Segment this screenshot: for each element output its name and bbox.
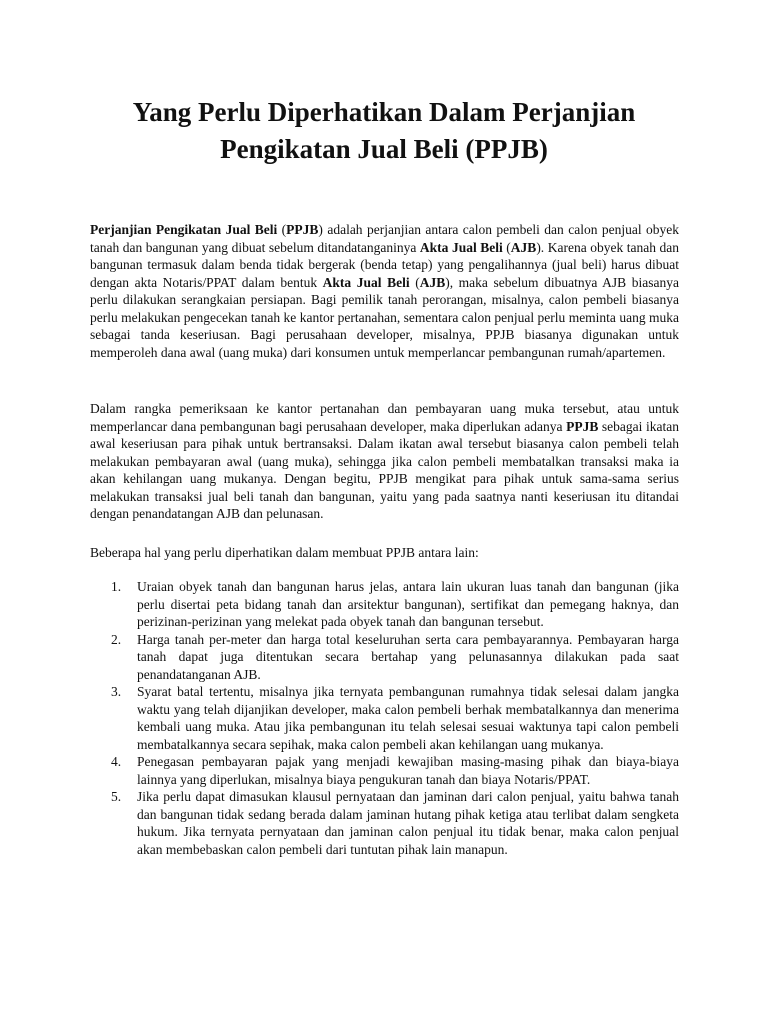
list-item — [90, 788, 679, 858]
second-paragraph — [90, 400, 679, 523]
text-run: ). Karena obyek tanah dan bangunan termasuk dalam benda tidak bergerak (benda tetap) yang pengalihannya (jual beli) harus dibuat dengan akta Notaris/PPAT dalam bentuk — [90, 239, 680, 290]
term-ppjb-full: Perjanjian Pengikatan Jual Beli — [90, 222, 278, 237]
list-item-text: Harga tanah per-meter dan harga total keseluruhan serta cara pembayarannya. Pembayaran harga tanah dapat juga ditentukan secara bertahap yang pelunasannya dilakukan pada saat penandatanganan AJB. — [137, 631, 679, 682]
title-line-1: Yang Perlu Diperhatikan Dalam Perjanjian — [132, 97, 636, 127]
text-run: ( — [277, 222, 287, 237]
list-item-number: 4. — [111, 754, 122, 769]
text-run: ( — [409, 274, 420, 290]
text-run: ), maka sebelum dibuatnya AJB biasanya perlu dilakukan serangkaian persiapan. Bagi pemilik tanah perorangan, misalnya, calon pembeli biasanya perlu melakukan pengecekan tanah ke kantor pertanahan, sementara calon penjual perlu meminta uang muka sebagai tanda keseriusan. Bagi perusahaan developer, misalnya, PPJB biasanya digunakan untuk memperoleh dana awal (uang muka) dari konsumen untuk memperlancar pembangunan rumah/apartemen. — [90, 274, 679, 360]
list-item-text: Uraian obyek tanah dan bangunan harus jelas, antara lain ukuran luas tanah dan bangunan (jika perlu disertai peta bidang tanah dan arsitektur bangunan), sertifikat dan pemegang haknya, dan perizinan-perizinan yang melekat pada obyek tanah dan bangunan tersebut. — [137, 579, 679, 629]
term-ppjb: PPJB — [566, 418, 599, 434]
term-ppjb: PPJB — [286, 222, 319, 237]
considerations-list — [90, 578, 679, 858]
text-run: sebagai ikatan awal keseriusan para pihak untuk bertransaksi. Dalam ikatan awal tersebut biasanya calon pembeli telah melakukan pembayaran awal (uang muka), sehingga jika calon pembeli membatalkan transaksi maka ia akan kehilangan uang mukanya. Dengan begitu, PPJB mengikat para pihak untuk sama-sama serius melakukan transaksi jual beli tanah dan bangunan, yaitu yang pada saatnya nanti keseriusan itu ditandai dengan penandatangan AJB dan pelunasan. — [90, 418, 680, 521]
term-ajb: AJB — [419, 274, 446, 290]
list-item-number: 2. — [111, 631, 122, 647]
title-line-2: Pengikatan Jual Beli (PPJB) — [220, 134, 548, 164]
text-run: ( — [502, 239, 511, 255]
list-intro-paragraph: Beberapa hal yang perlu diperhatikan dalam membuat PPJB antara lain: — [90, 545, 479, 560]
list-item — [90, 753, 679, 788]
list-item — [90, 631, 679, 684]
intro-paragraph — [90, 221, 679, 361]
list-item-number: 5. — [111, 789, 122, 804]
text-run: Dalam rangka pemeriksaan ke kantor pertanahan dan pembayaran uang muka tersebut, atau untuk memperlancar dana pembangunan bagi perusahaan developer, maka diperlukan adanya — [90, 401, 679, 434]
term-akta-jual-beli: Akta Jual Beli — [322, 274, 410, 290]
list-item-number: 1. — [111, 579, 122, 594]
list-item — [90, 683, 679, 753]
term-akta-jual-beli: Akta Jual Beli — [419, 239, 503, 255]
list-item-number: 3. — [111, 684, 122, 699]
document-title — [70, 94, 698, 168]
list-item-text: Jika perlu dapat dimasukan klausul pernyataan dan jaminan dari calon penjual, yaitu bahwa tanah dan bangunan tidak sedang berada dalam jaminan hutang pihak ketiga atau terlibat dalam sengketa hukum. Jika ternyata pernyataan dan jaminan calon penjual itu tidak benar, maka calon penjual akan membebaskan calon pembeli dari tuntutan pihak lain manapun. — [137, 789, 679, 857]
list-item-text: Syarat batal tertentu, misalnya jika ternyata pembangunan rumahnya tidak selesai dalam jangka waktu yang telah dijanjikan developer, maka calon pembeli berhak membatalkannya dan menerima kembali uang muka. Atau jika pembangunan itu telah selesai sesuai waktunya tapi calon pembeli membatalkannya secara sepihak, maka calon pembeli akan kehilangan uang mukanya. — [137, 684, 679, 752]
list-item-text: Penegasan pembayaran pajak yang menjadi kewajiban masing-masing pihak dan biaya-biaya lainnya yang diperlukan, misalnya biaya pengukuran tanah dan biaya Notaris/PPAT. — [137, 754, 679, 787]
term-ajb: AJB — [510, 239, 537, 255]
text-run: ) adalah perjanjian antara calon pembeli dan calon penjual obyek tanah dan bangunan yang dibuat sebelum ditandatanganinya — [90, 222, 679, 255]
list-item — [90, 578, 679, 631]
